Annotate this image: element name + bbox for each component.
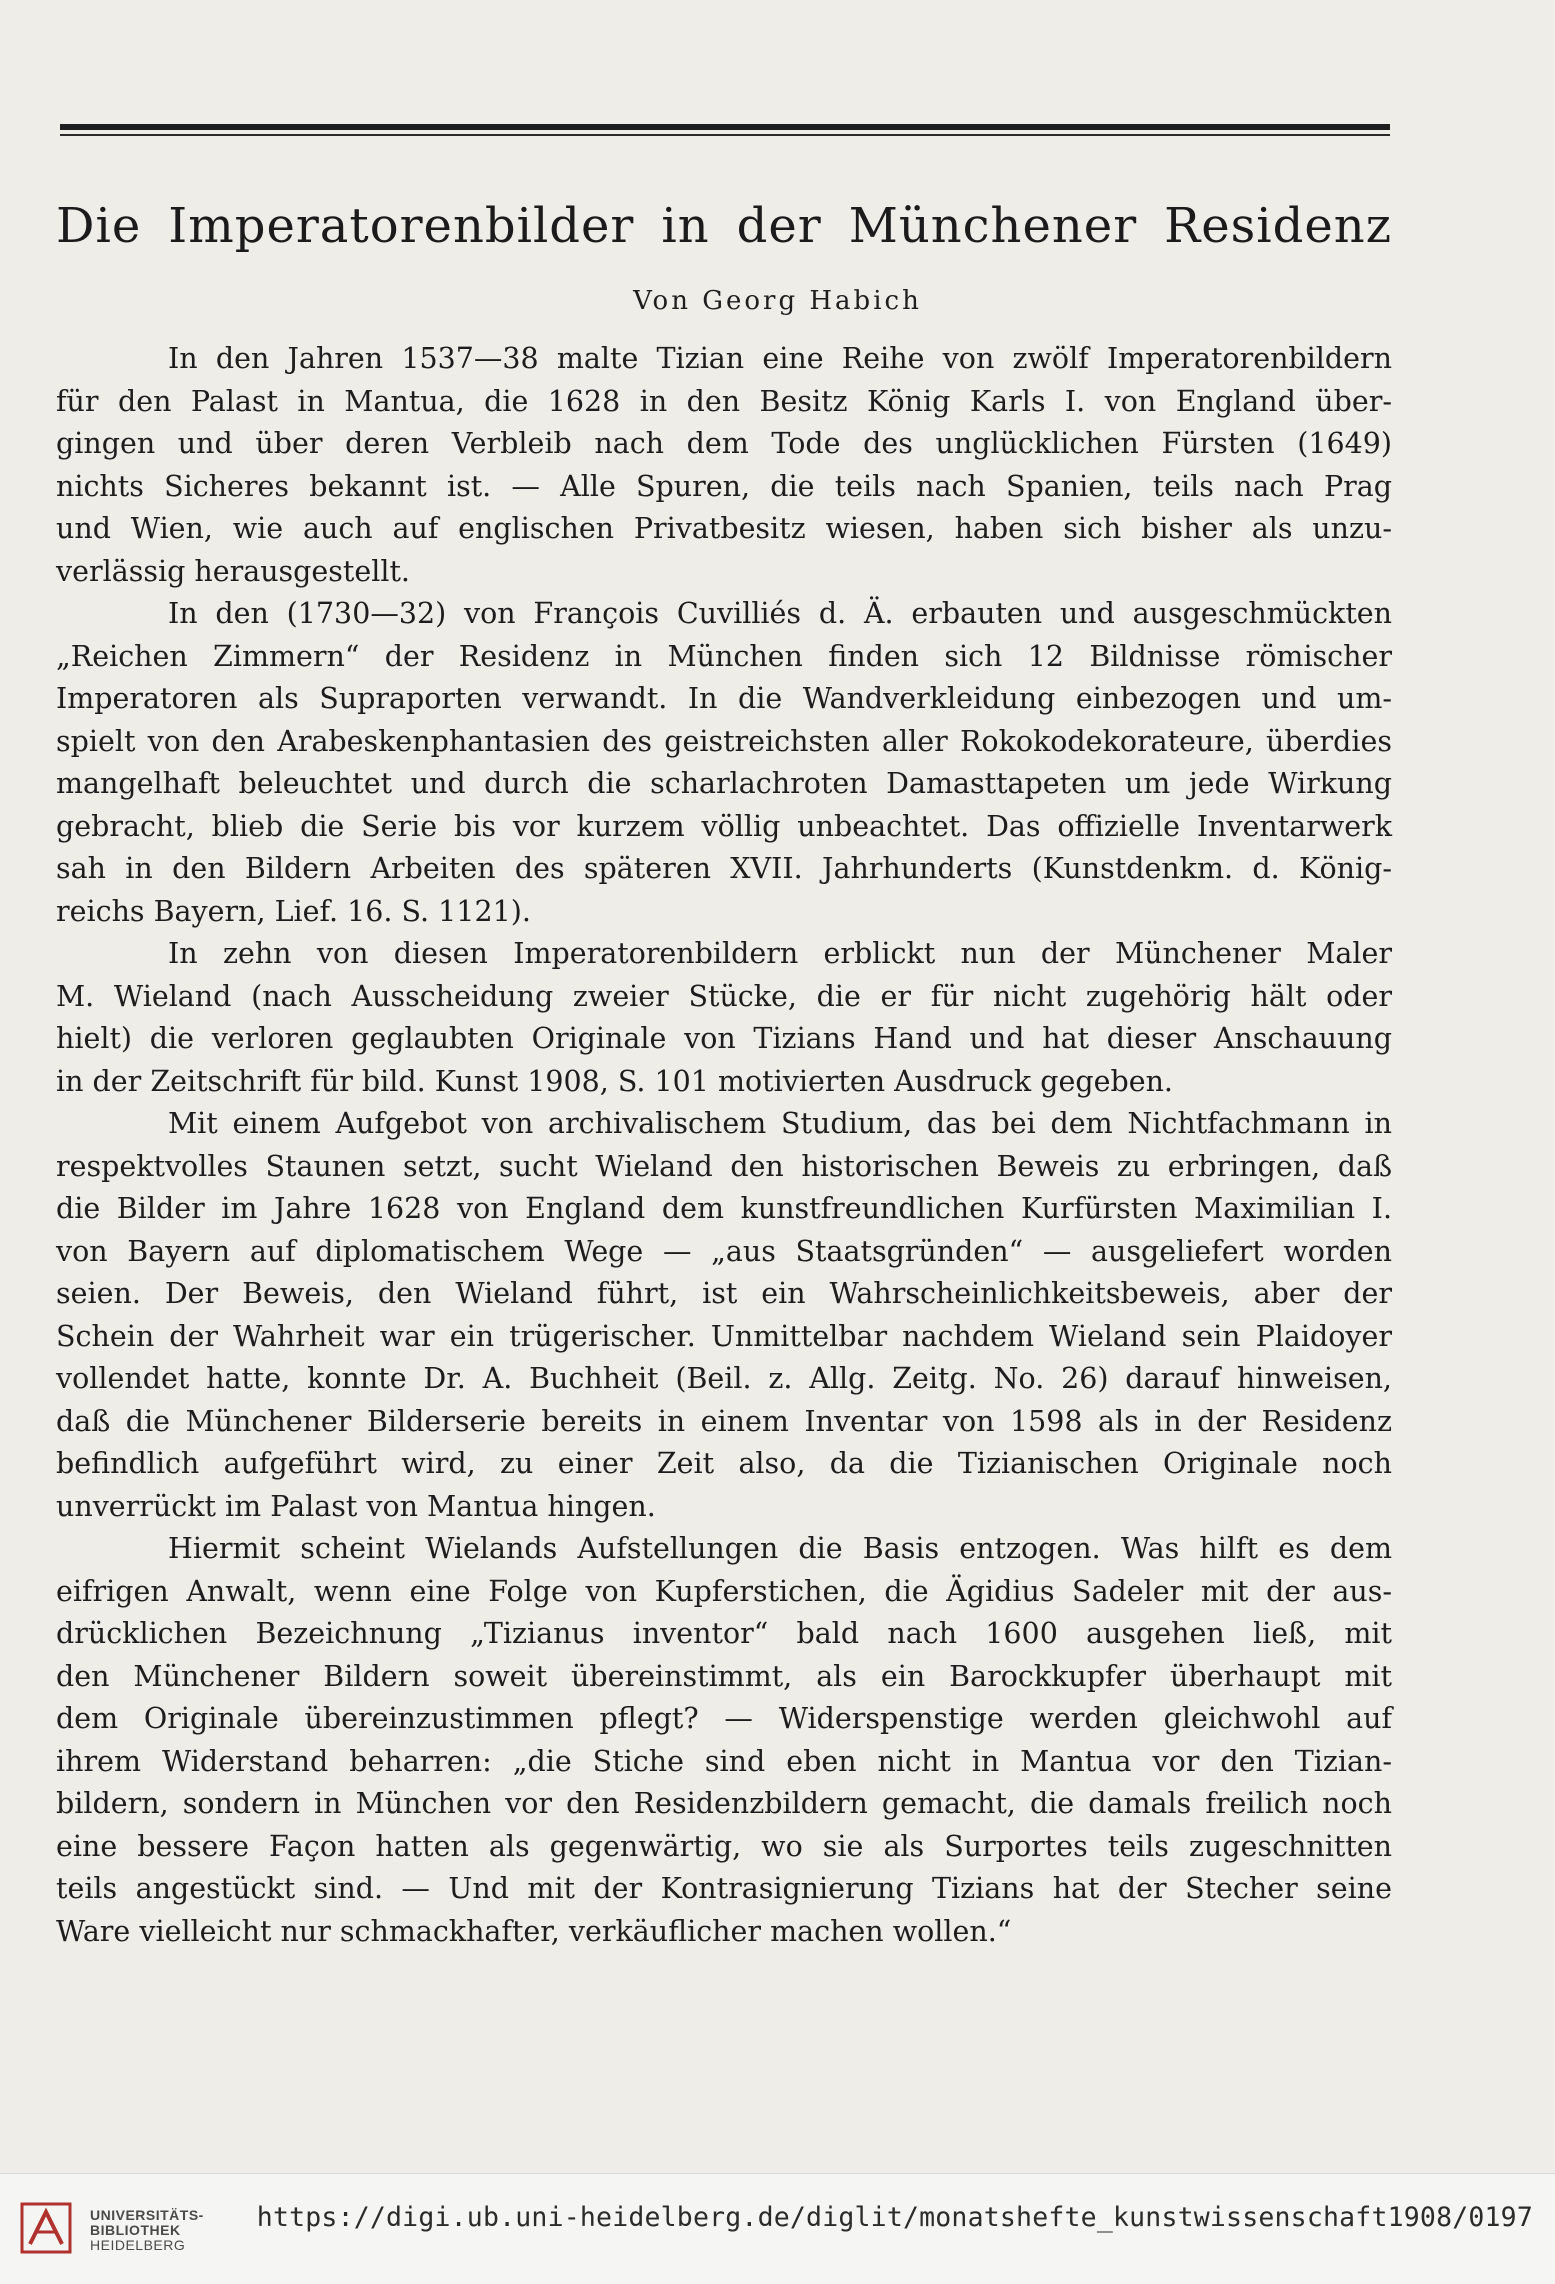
text-line: nichts Sicheres bekannt ist. — Alle Spuren, die teils nach Spanien, teils nach Prag [56,469,1392,503]
text-line: von Bayern auf diplomatischem Wege — „aus Staatsgründen“ — ausgeliefert worden [56,1234,1392,1268]
text-line: teils angestückt sind. — Und mit der Kontrasignierung Tizians hat der Stecher seine [56,1872,1392,1905]
text-line: sah in den Bildern Arbeiten des späteren XVII. Jahrhunderts (Kunstdenkm. d. König- [56,852,1392,885]
text-line: und Wien, wie auch auf englischen Privatbesitz wiesen, haben sich bisher als unzu- [56,512,1392,545]
text-line: Ware vielleicht nur schmackhafter, verkäuflicher machen wollen.“ [56,1914,1012,1948]
text-line: hielt) die verloren geglaubten Originale von Tizians Hand und hat dieser Anschauung [56,1022,1392,1055]
header-rule-thick [60,124,1390,130]
text-line: respektvolles Staunen setzt, sucht Wieland den historischen Beweis zu erbringen, daß [56,1149,1392,1183]
university-library-logo-icon [18,2200,74,2256]
library-name-line-1: UNIVERSITÄTS- [90,2207,204,2223]
text-line: für den Palast in Mantua, die 1628 in den Besitz König Karls I. von England über- [56,384,1392,418]
text-line: Imperatoren als Supraporten verwandt. In die Wandverkleidung einbezogen und um- [56,682,1392,715]
text-line: unverrückt im Palast von Mantua hingen. [56,1489,656,1523]
text-line: gingen und über deren Verbleib nach dem Tode des unglücklichen Fürsten (1649) [56,427,1392,460]
article-author: Von Georg Habich [633,286,922,316]
library-name-line-2: BIBLIOTHEK [90,2222,181,2238]
text-line: dem Originale übereinzustimmen pflegt? — Widerspenstige werden gleichwohl auf [56,1702,1392,1735]
text-line: In zehn von diesen Imperatorenbildern erblickt nun der Münchener Maler [168,937,1392,970]
viewer-footer [0,2173,1555,2284]
text-line: seien. Der Beweis, den Wieland führt, ist ein Wahrscheinlichkeitsbeweis, aber der [56,1277,1392,1310]
text-line: daß die Münchener Bilderserie bereits in einem Inventar von 1598 als in der Residenz [56,1404,1392,1438]
text-line: in der Zeitschrift für bild. Kunst 1908, S. 101 motivierten Ausdruck gegeben. [56,1064,1173,1098]
text-line: vollendet hatte, konnte Dr. A. Buchheit (Beil. z. Allg. Zeitg. No. 26) darauf hinweisen, [56,1362,1392,1395]
text-line: verlässig herausgestellt. [56,554,410,588]
article-body [56,338,1392,1953]
text-line: eifrigen Anwalt, wenn eine Folge von Kupferstichen, die Ägidius Sadeler mit der aus- [56,1574,1392,1608]
text-line: gebracht, blieb die Serie bis vor kurzem völlig unbeachtet. Das offizielle Inventarwerk [56,809,1392,843]
text-line: reichs Bayern, Lief. 16. S. 1121). [56,894,531,928]
text-line: Mit einem Aufgebot von archivalischem Studium, das bei dem Nichtfachmann in [168,1107,1392,1140]
text-line: M. Wieland (nach Ausscheidung zweier Stücke, die er für nicht zugehörig hält oder [56,979,1392,1013]
text-line: eine bessere Façon hatten als gegenwärtig, wo sie als Surportes teils zugeschnitten [56,1829,1392,1863]
text-line: mangelhaft beleuchtet und durch die scharlachroten Damasttapeten um jede Wirkung [56,767,1392,800]
text-line: den Münchener Bildern soweit übereinstimmt, als ein Barockkupfer überhaupt mit [56,1659,1392,1693]
text-line: drücklichen Bezeichnung „Tizianus inventor“ bald nach 1600 ausgehen ließ, mit [56,1617,1392,1650]
text-line: In den (1730—32) von François Cuvilliés d. Ä. erbauten und ausgeschmückten [168,597,1392,630]
text-line: die Bilder im Jahre 1628 von England dem kunstfreundlichen Kurfürsten Maximilian I. [56,1192,1392,1225]
header-rule-thin [60,134,1390,136]
article-title: Die Imperatorenbilder in der Münchener Residenz [56,198,1392,254]
text-line: spielt von den Arabeskenphantasien des geistreichsten aller Rokokodekorateure, überdies [56,724,1392,758]
text-line: In den Jahren 1537—38 malte Tizian eine Reihe von zwölf Imperatorenbildern [168,342,1392,375]
library-name [90,2208,204,2253]
text-line: befindlich aufgeführt wird, zu einer Zeit also, da die Tizianischen Originale noch [56,1447,1392,1480]
text-line: bildern, sondern in München vor den Residenzbildern gemacht, die damals freilich noch [56,1787,1392,1820]
text-line: Hiermit scheint Wielands Aufstellungen die Basis entzogen. Was hilft es dem [168,1532,1392,1565]
document-url-link[interactable]: https://digi.ub.uni-heidelberg.de/diglit/monatshefte_kunstwissenschaft1908/0197 [256,2202,1533,2233]
library-name-line-3: HEIDELBERG [90,2237,186,2253]
text-line: „Reichen Zimmern“ der Residenz in München finden sich 12 Bildnisse römischer [56,639,1392,673]
text-line: Schein der Wahrheit war ein trügerischer. Unmittelbar nachdem Wieland sein Plaidoyer [56,1319,1392,1353]
text-line: ihrem Widerstand beharren: „die Stiche sind eben nicht in Mantua vor den Tizian- [56,1744,1392,1778]
